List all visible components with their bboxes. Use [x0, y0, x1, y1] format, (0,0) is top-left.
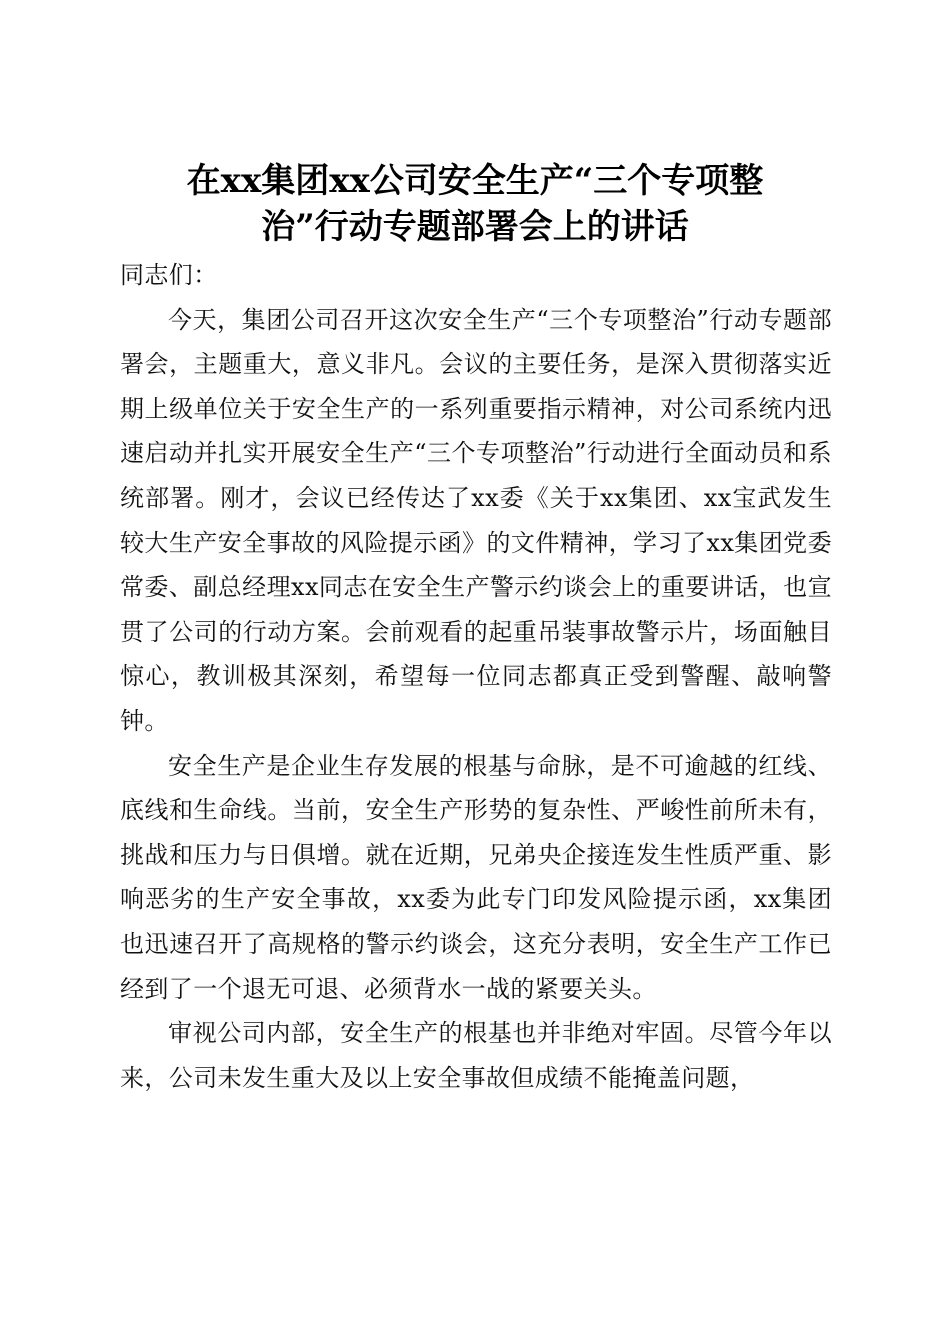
paragraph-1: 今天，集团公司召开这次安全生产“三个专项整治”行动专题部署会，主题重大，意义非凡。会议的主要任务，是深入贯彻落实近期上级单位关于安全生产的一系列重要指示精神，对公司系统内迅速启动并扎实开展安全生产“三个专项整治”行动进行全面动员和系统部署。刚才，会议已经传达了xx委《关于xx集团、xx宝武发生较大生产安全事故的风险提示函》的文件精神，学习了xx集团党委常委、副总经理xx同志在安全生产警示约谈会上的重要讲话，也宣贯了公司的行动方案。会前观看的起重吊装事故警示片，场面触目惊心，教训极其深刻，希望每一位同志都真正受到警醒、敲响警钟。 — [120, 305, 832, 735]
title-line-2: 治”行动专题部署会上的讲话 — [261, 206, 689, 247]
paragraph-3: 审视公司内部，安全生产的根基也并非绝对牢固。尽管今年以来，公司未发生重大及以上安全事故但成绩不能掩盖问题， — [120, 1019, 832, 1092]
document-body — [120, 253, 832, 1100]
document-title — [120, 158, 830, 250]
title-line-1: 在xx集团xx公司安全生产“三个专项整 — [186, 160, 764, 201]
paragraph-2: 安全生产是企业生存发展的根基与命脉，是不可逾越的红线、底线和生命线。当前，安全生产形势的复杂性、严峻性前所未有，挑战和压力与日俱增。就在近期，兄弟央企接连发生性质严重、影响恶劣的生产安全事故，xx委为此专门印发风险提示函，xx集团也迅速召开了高规格的警示约谈会，这充分表明，安全生产工作已经到了一个退无可退、必须背水一战的紧要关头。 — [120, 751, 832, 1003]
salutation: 同志们： — [120, 261, 218, 289]
